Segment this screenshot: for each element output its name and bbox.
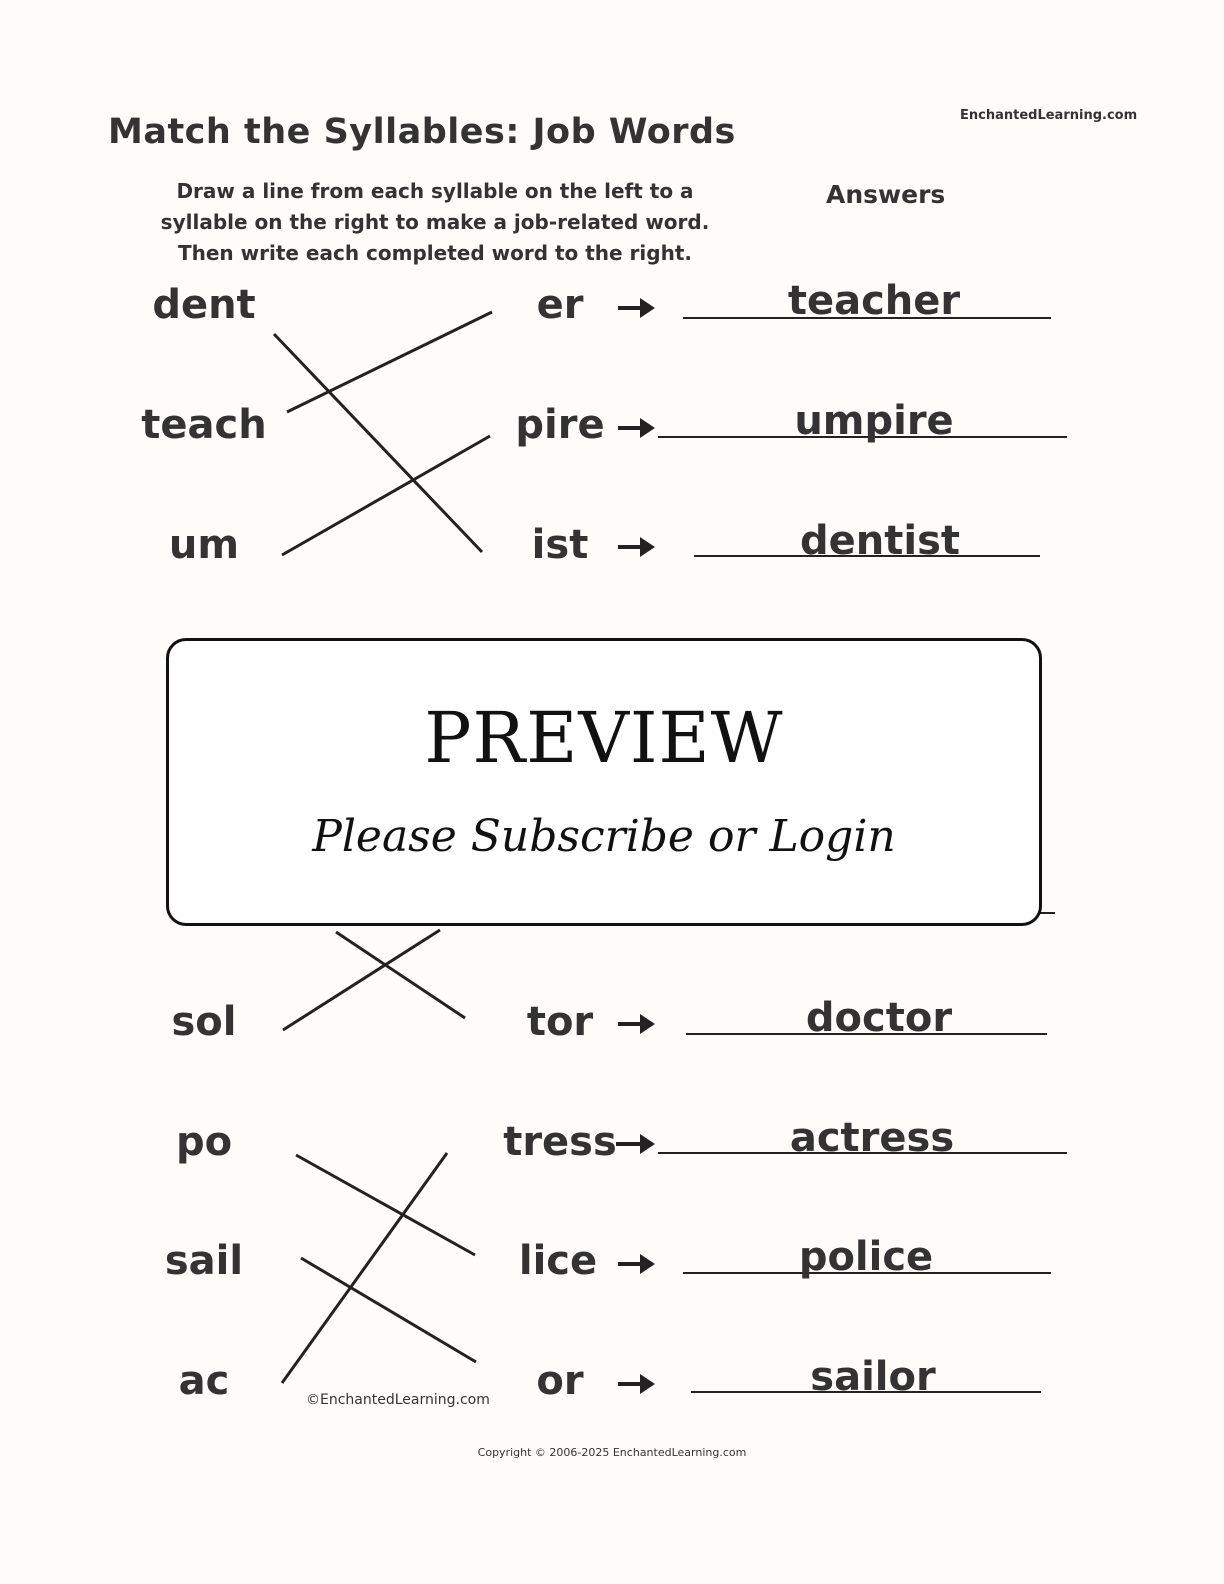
right-syllable: or — [536, 1358, 584, 1404]
right-syllable: ist — [531, 522, 589, 568]
arrow-icon — [618, 418, 655, 438]
answer-word: actress — [789, 1115, 955, 1161]
right-syllable: tress — [503, 1119, 617, 1165]
answer-word: teacher — [787, 278, 961, 324]
match-line — [336, 932, 465, 1018]
answers-label: Answers — [826, 180, 946, 209]
left-syllable: teach — [141, 402, 267, 448]
preview-title: PREVIEW — [424, 697, 784, 779]
arrow-icon — [618, 298, 655, 318]
left-syllable: um — [168, 522, 240, 568]
site-name[interactable]: EnchantedLearning.com — [960, 108, 1138, 123]
right-syllable: er — [536, 282, 584, 328]
page-title: Match the Syllables: Job Words — [108, 112, 736, 152]
answer-word: umpire — [794, 398, 954, 444]
left-syllable: po — [175, 1119, 233, 1165]
arrow-icon — [616, 1134, 655, 1154]
match-line — [282, 1153, 447, 1383]
match-line — [301, 1258, 476, 1362]
copyright-footer: Copyright © 2006-2025 EnchantedLearning.com — [477, 1446, 747, 1459]
left-syllable: sol — [171, 999, 237, 1045]
answer-word: police — [798, 1234, 934, 1280]
answer-word: doctor — [805, 995, 953, 1041]
match-line — [282, 436, 490, 555]
group-1 — [141, 278, 1067, 568]
group-2 — [172, 913, 1056, 1045]
group-3 — [165, 1115, 1067, 1404]
instructions-line-1: Draw a line from each syllable on the left to a — [176, 179, 694, 203]
answer-word: dentist — [800, 518, 960, 564]
arrow-icon — [618, 1374, 655, 1394]
preview-subtitle[interactable]: Please Subscribe or Login — [312, 811, 896, 862]
right-syllable: pire — [515, 402, 605, 448]
instructions-line-3: Then write each completed word to the right. — [177, 241, 692, 265]
arrow-icon — [618, 1014, 655, 1034]
worksheet-credit: ©EnchantedLearning.com — [306, 1392, 490, 1408]
answer-word: sailor — [810, 1354, 936, 1400]
match-line — [283, 930, 440, 1030]
right-syllable: tor — [526, 999, 594, 1045]
left-syllable: sail — [164, 1238, 244, 1284]
preview-overlay[interactable] — [166, 638, 1042, 926]
arrow-icon — [618, 1254, 655, 1274]
left-syllable: dent — [152, 282, 256, 328]
arrow-icon — [618, 537, 655, 557]
match-line — [287, 312, 492, 412]
right-syllable: lice — [518, 1238, 598, 1284]
instructions-line-2: syllable on the right to make a job-related word. — [160, 210, 710, 234]
left-syllable: ac — [178, 1358, 230, 1404]
